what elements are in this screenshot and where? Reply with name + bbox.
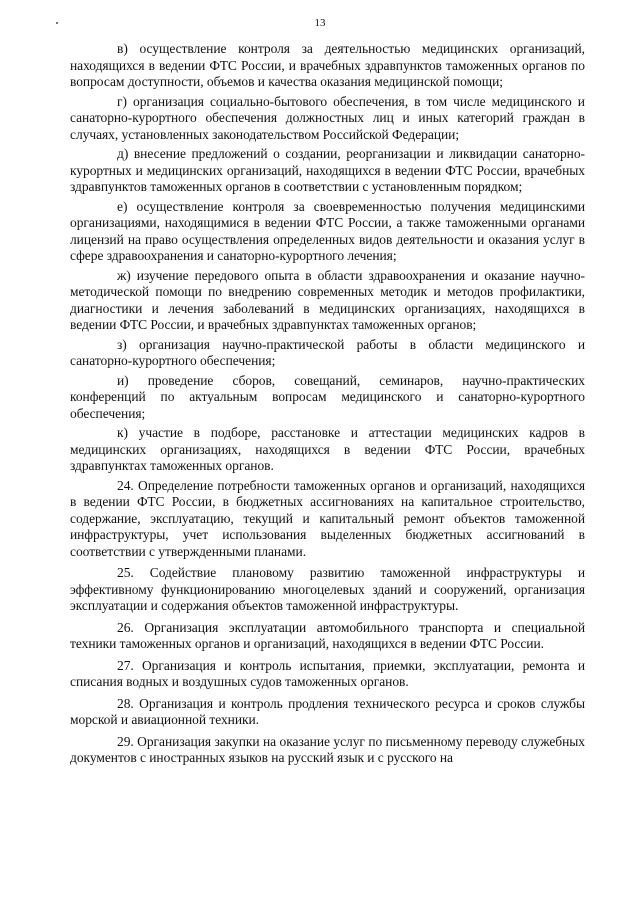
paragraph-d: д) внесение предложений о создании, реорганизации и ликвидации санаторно-курортных и медицинских организаций, находящихся в ведении ФТС России, врачебных здравпунктов таможенных органов в соответствии с установленным порядком; <box>70 146 585 194</box>
paragraph-zh: ж) изучение передового опыта в области здравоохранения и оказание научно-методической помощи по внедрению современных методик и методов профилактики, диагностики и лечения заболеваний в медицинских организациях, находящихся в ведении ФТС России, и врачебных здравпунктах таможенных органов; <box>70 267 585 332</box>
paragraph-i: и) проведение сборов, совещаний, семинаров, научно-практических конференций по актуальным вопросам медицинского и санаторно-курортного обеспечения; <box>70 372 585 421</box>
paragraph-27: 27. Организация и контроль испытания, приемки, эксплуатации, ремонта и списания водных и воздушных судов таможенных органов. <box>70 657 585 689</box>
page-number: 13 <box>314 17 326 29</box>
body-text <box>70 41 585 770</box>
paragraph-z: з) организация научно-практической работы в области медицинского и санаторно-курортного обеспечения; <box>70 336 585 368</box>
paragraph-e: е) осуществление контроля за своевременностью получения медицинскими организациями, находящимися в ведении ФТС России, а также таможенными органами лицензий на право осуществления определенных видов деятельности и оказания услуг в сфере здравоохранения и санаторно-курортного лечения; <box>70 198 585 263</box>
paragraph-26: 26. Организация эксплуатации автомобильного транспорта и специальной техники таможенных органов и организаций, находящихся в ведении ФТС России. <box>70 619 585 651</box>
paragraph-24: 24. Определение потребности таможенных органов и организаций, находящихся в ведении ФТС России, в бюджетных ассигнованиях на капитальное строительство, содержание, эксплуатацию, текущий и капитальный ремонт объектов таможенной инфраструктуры, учет использования выделенных бюджетных ассигнований в соответствии с утвержденными планами. <box>70 477 585 559</box>
paragraph-25: 25. Содействие плановому развитию таможенной инфраструктуры и эффективному функционированию многоцелевых зданий и сооружений, организация эксплуатации и содержания объектов таможенной инфраструктуры. <box>70 565 585 613</box>
paragraph-g: г) организация социально-бытового обеспечения, в том числе медицинского и санаторно-курортного обеспечения должностных лиц и иных категорий граждан в случаях, установленных законодательством Российской Федерации; <box>70 93 585 142</box>
paragraph-k: к) участие в подборе, расстановке и аттестации медицинских кадров в медицинских организациях, находящихся в ведении ФТС России, врачебных здравпунктах таможенных органов. <box>70 425 585 473</box>
paragraph-v: в) осуществление контроля за деятельностью медицинских организаций, находящихся в ведении ФТС России, и врачебных здравпунктов таможенных органов по вопросам доступности, объемов и качества оказания медицинской помощи; <box>70 41 585 89</box>
paragraph-28: 28. Организация и контроль продления технического ресурса и сроков службы морской и авиационной техники. <box>70 695 585 727</box>
paragraph-29: 29. Организация закупки на оказание услуг по письменному переводу служебных документов с иностранных языков на русский язык и с русского на <box>70 733 585 765</box>
